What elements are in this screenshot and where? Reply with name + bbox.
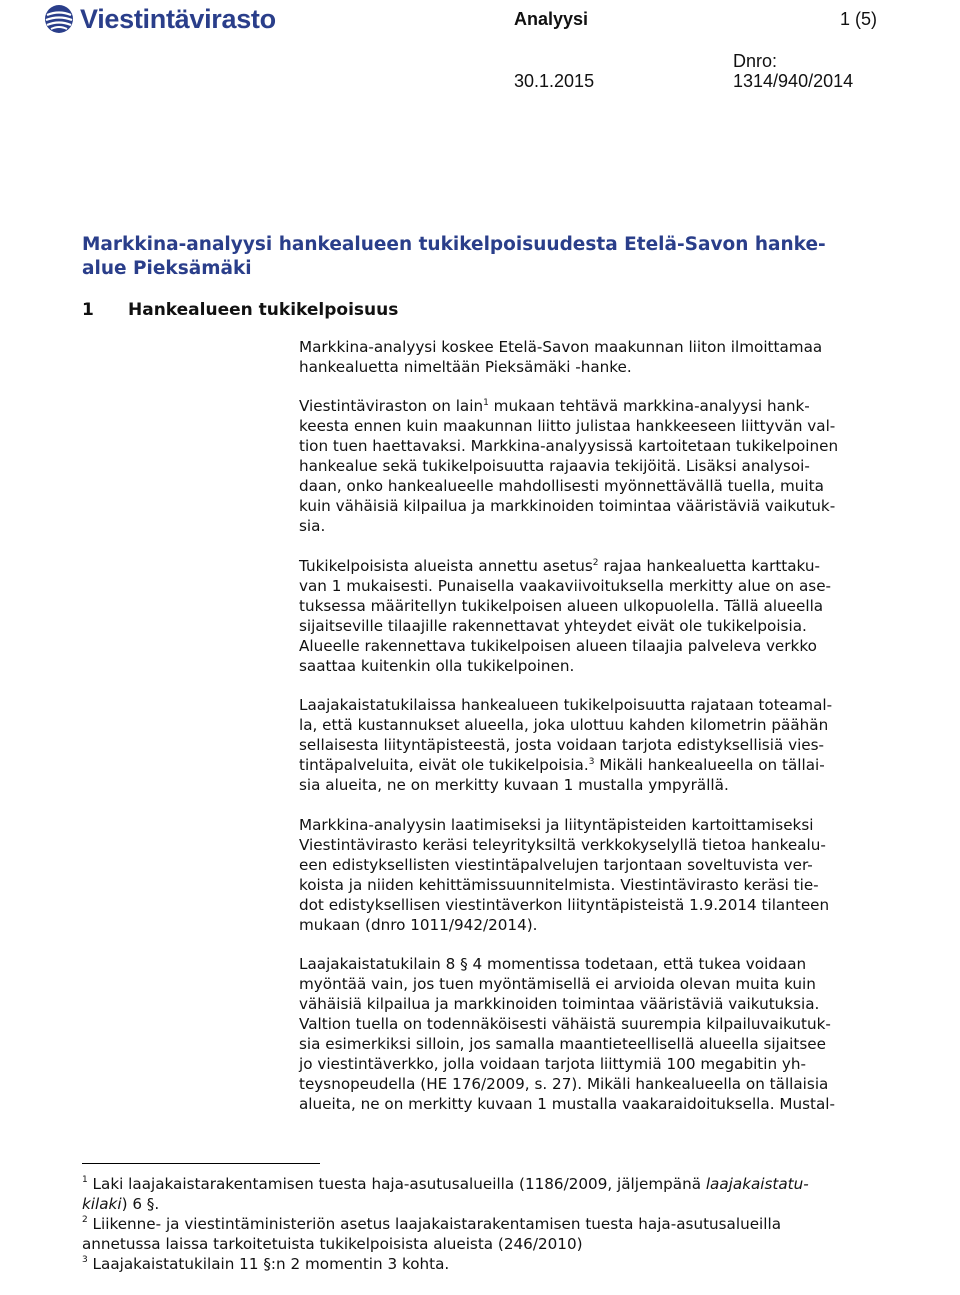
text-run: ) 6 §. (121, 1195, 160, 1213)
text-line: van 1 mukaisesti. Punaisella vaakaviivoituksella merkitty alue on ase- (299, 577, 832, 595)
text-line: sia. (299, 517, 326, 535)
footnote-2 (82, 1214, 912, 1254)
footnote-number: 3 (82, 1255, 88, 1265)
footnote-3 (82, 1254, 912, 1274)
text-line (299, 755, 919, 775)
paragraph-3 (299, 556, 919, 676)
text-line: Valtion tuella on todennäköisesti vähäistä suurempia kilpailuvaikutuk- (299, 1015, 831, 1033)
text-line: Markkina-analyysin laatimiseksi ja liityntäpisteiden kartoittamiseksi (299, 816, 814, 834)
text-line: een edistyksellisten viestintäpalvelujen tarjontaan soveltuvista ver- (299, 856, 813, 874)
text-run: Mikäli hankealueella on tällai- (594, 756, 825, 774)
text-line: hankealuetta nimeltään Pieksämäki -hanke. (299, 358, 632, 376)
agency-logo (44, 2, 276, 36)
footnote-ref-3[interactable]: 3 (588, 757, 595, 767)
logo-globe-icon (44, 4, 74, 34)
dnro-value: 1314/940/2014 (733, 71, 854, 91)
text-run: Viestintäviraston on lain (299, 397, 484, 415)
logo-text: Viestintävirasto (80, 3, 276, 34)
text-line: daan, onko hankealueelle mahdollisesti myönnettävällä tuella, muita (299, 477, 824, 495)
text-line: sia esimerkiksi silloin, jos samalla maantieteellisellä alueella sijaitsee (299, 1035, 826, 1053)
text-line: keesta ennen kuin maakunnan liitto julistaa hankkeeseen liittyvän val- (299, 417, 836, 435)
text-line: Markkina-analyysi koskee Etelä-Savon maakunnan liiton ilmoittamaa (299, 338, 823, 356)
text-line (299, 556, 919, 576)
footnote-ref-2[interactable]: 2 (592, 558, 599, 568)
document-type: Analyysi (514, 9, 589, 29)
paragraph-4 (299, 695, 919, 795)
text-run: Laki laajakaistarakentamisen tuesta haja-asutusalueilla (1186/2009, jäljempänä (87, 1175, 706, 1193)
title-line: alue Pieksämäki (82, 258, 252, 279)
text-line: Viestintävirasto keräsi teleyrityksiltä verkkokyselyllä tietoa hankealu- (299, 836, 826, 854)
text-line: mukaan (dnro 1011/942/2014). (299, 916, 538, 934)
text-line (82, 1194, 912, 1214)
footnote-number: 2 (82, 1215, 88, 1225)
text-run: Tukikelpoisista alueista annettu asetus (299, 557, 593, 575)
text-line: teysnopeudella (HE 176/2009, s. 27). Mikäli hankealueella on tällaisia (299, 1075, 829, 1093)
text-line: alueita, ne on merkitty kuvaan 1 mustalla vaakaraidoituksella. Mustal- (299, 1095, 835, 1113)
page-number: 1 (5) (840, 9, 878, 29)
text-run: Liikenne- ja viestintäministeriön asetus laajakaistarakentamisen tuesta haja-asutusalueilla (87, 1215, 782, 1233)
paragraph-6 (299, 954, 919, 1114)
text-run: Laajakaistatukilain 11 §:n 2 momentin 3 kohta. (87, 1255, 450, 1273)
text-line: Laajakaistatukilain 8 § 4 momentissa todetaan, että tukea voidaan (299, 955, 807, 973)
text-run: tintäpalveluita, eivät ole tukikelpoisia. (299, 756, 589, 774)
text-line: koista ja niiden kehittämissuunnitelmista. Viestintävirasto keräsi tie- (299, 876, 819, 894)
text-line: Laajakaistatukilaissa hankealueen tukikelpoisuutta rajataan toteamal- (299, 696, 833, 714)
footnote-ref-1[interactable]: 1 (483, 398, 489, 408)
text-line: tion tuen haettavaksi. Markkina-analyysissä kartoitetaan tukikelpoinen (299, 437, 839, 455)
document-date: 30.1.2015 (514, 71, 595, 91)
text-line: jo viestintäverkko, jolla voidaan tarjota liittymiä 100 megabitin yh- (299, 1055, 807, 1073)
text-run: mukaan tehtävä markkina-analyysi hank- (488, 397, 810, 415)
text-line: dot edistyksellisen viestintäverkon liityntäpisteistä 1.9.2014 tilanteen (299, 896, 830, 914)
italic-run: laajakaistatu- (705, 1175, 809, 1193)
text-line: hankealue sekä tukikelpoisuutta rajaavia tekijöitä. Lisäksi analysoi- (299, 457, 810, 475)
title-line: Markkina-analyysi hankealueen tukikelpoisuudesta Etelä-Savon hanke- (82, 234, 826, 255)
text-line: vähäisiä kilpailua ja markkinoiden toimintaa vääristäviä vaikutuksia. (299, 995, 820, 1013)
section-number: 1 (82, 300, 94, 320)
text-line: Alueelle rakennettava tukikelpoisen alueen tilaajia palveleva verkko (299, 637, 817, 655)
paragraph-1 (299, 337, 919, 377)
text-line: la, että kustannukset alueella, joka ulottuu kahden kilometrin päähän (299, 716, 829, 734)
text-line (82, 1214, 912, 1234)
text-line: annetussa laissa tarkoitetuista tukikelpoisista alueista (246/2010) (82, 1235, 583, 1253)
text-line: sia alueita, ne on merkitty kuvaan 1 mustalla ympyrällä. (299, 776, 729, 794)
dnro-label: Dnro: (733, 51, 778, 71)
paragraph-5 (299, 815, 919, 935)
text-line: sijaitseville tilaajille rakennettavat yhteydet eivät ole tukikelpoisia. (299, 617, 807, 635)
paragraph-2 (299, 396, 919, 536)
text-line: sellaisesta liityntäpisteestä, josta voidaan tarjota edistyksellisiä vies- (299, 736, 825, 754)
text-line: myöntää vain, jos tuen myöntämisellä ei arvioida olevan muita kuin (299, 975, 816, 993)
footnote-1 (82, 1174, 912, 1214)
italic-run: kilaki (82, 1195, 122, 1213)
text-line: tuksessa määritellyn tukikelpoisen alueen ulkopuolella. Tällä alueella (299, 597, 824, 615)
text-line: saattaa kuitenkin olla tukikelpoinen. (299, 657, 575, 675)
footnote-number: 1 (82, 1175, 88, 1185)
text-line (299, 396, 919, 416)
text-line (82, 1254, 912, 1274)
text-run: rajaa hankealuetta karttaku- (598, 557, 820, 575)
text-line: kuin vähäisiä kilpailua ja markkinoiden toimintaa vääristäviä vaikutuk- (299, 497, 836, 515)
document-title (82, 233, 902, 281)
text-line (82, 1174, 912, 1194)
footnote-separator (82, 1163, 320, 1164)
section-heading: Hankealueen tukikelpoisuus (128, 300, 399, 320)
